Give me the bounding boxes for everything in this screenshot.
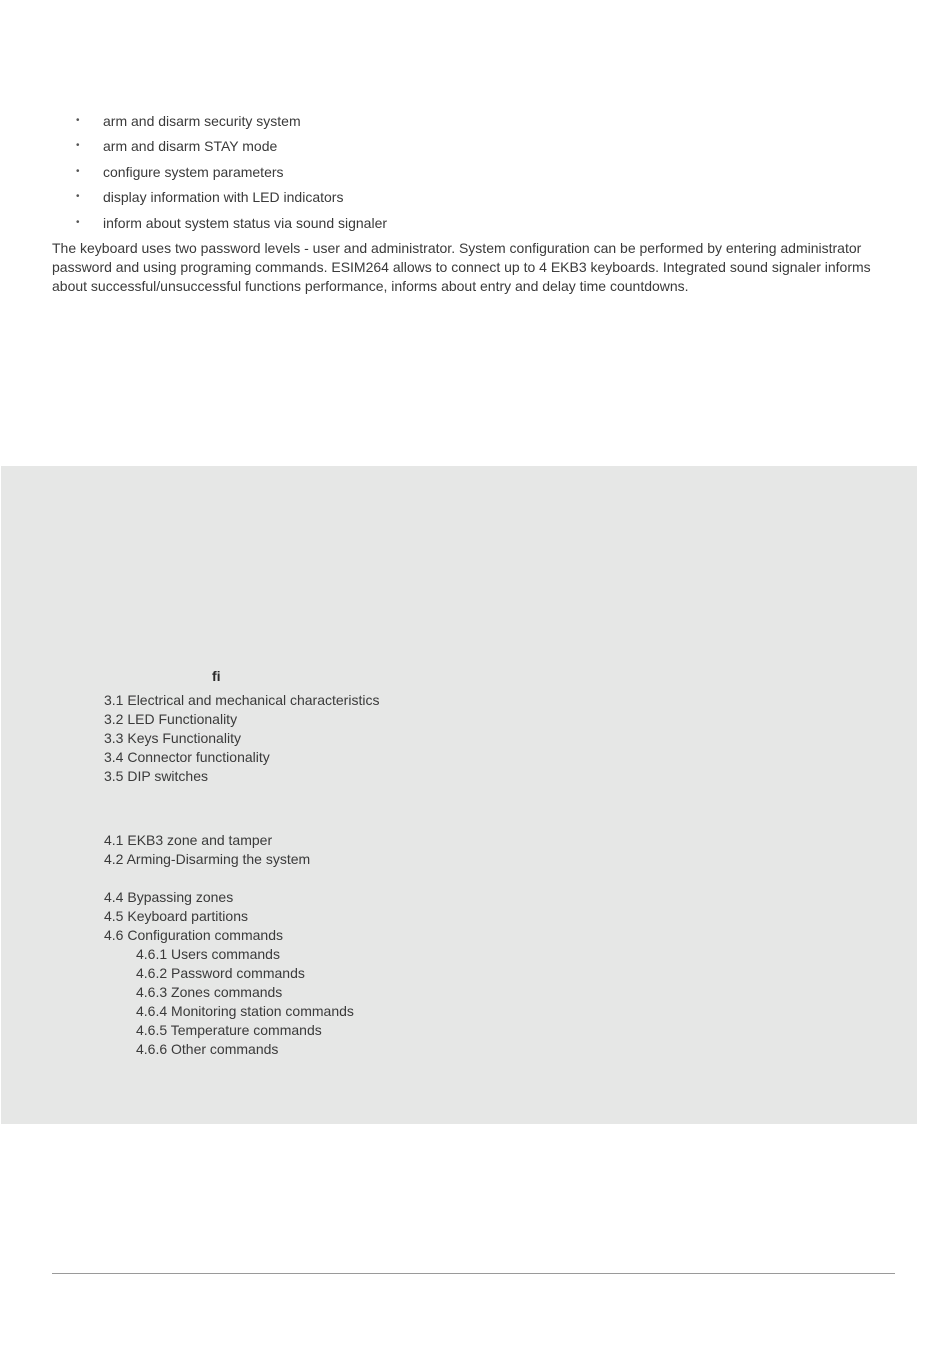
description-paragraph: The keyboard uses two password levels - user and administrator. System configuration can be performed by entering administrator password and using programing commands. ESIM264 allows to connect up to 4 EKB3 keyboards. Integrated sound signaler informs about successful/unsuccessful functions performance, informs about entry and delay time countdowns. (52, 240, 871, 295)
bullet-icon: • (76, 191, 80, 203)
toc-subentry[interactable]: 4.6.3 Zones commands (136, 984, 283, 1000)
feature-item (0, 212, 950, 237)
bullet-icon: • (76, 165, 80, 177)
toc-entry[interactable]: 4.2 Arming-Disarming the system (104, 851, 311, 867)
toc-subentry[interactable]: 4.6.6 Other commands (136, 1041, 279, 1057)
feature-item (0, 186, 950, 211)
fi-ligature-glyph: ﬁ (212, 668, 221, 684)
toc-entry[interactable]: 3.2 LED Functionality (104, 711, 238, 727)
feature-item (0, 161, 950, 186)
feature-item (0, 135, 950, 160)
bullet-icon: • (76, 216, 80, 228)
bullet-icon: • (76, 140, 80, 152)
feature-text: display information with LED indicators (103, 189, 344, 206)
feature-item (0, 110, 950, 135)
toc-entry[interactable]: 3.5 DIP switches (104, 768, 209, 784)
toc-subentry[interactable]: 4.6.2 Password commands (136, 965, 305, 981)
toc-section-3 (104, 691, 379, 786)
bullet-icon: • (76, 115, 80, 126)
toc-entry[interactable]: 3.3 Keys Functionality (104, 730, 241, 746)
feature-list (0, 110, 950, 237)
footer-divider (52, 1273, 895, 1274)
toc-entry[interactable]: 4.1 EKB3 zone and tamper (104, 832, 273, 848)
feature-text: configure system parameters (103, 163, 284, 180)
toc-entry[interactable]: 3.1 Electrical and mechanical characteristics (104, 692, 380, 708)
toc-subentry[interactable]: 4.6.5 Temperature commands (136, 1022, 322, 1038)
toc-section-4-part-2 (104, 888, 354, 1059)
feature-text: arm and disarm security system (103, 113, 301, 129)
toc-entry[interactable]: 4.4 Bypassing zones (104, 889, 234, 905)
toc-entry[interactable]: 4.5 Keyboard partitions (104, 908, 248, 924)
toc-entry[interactable]: 4.6 Configuration commands (104, 927, 283, 943)
toc-subentry[interactable]: 4.6.1 Users commands (136, 946, 280, 962)
toc-section-4-part-1 (104, 831, 310, 869)
feature-text: inform about system status via sound signaler (103, 214, 388, 231)
toc-entry[interactable]: 3.4 Connector functionality (104, 749, 270, 765)
feature-text: arm and disarm STAY mode (103, 138, 278, 155)
toc-subentry[interactable]: 4.6.4 Monitoring station commands (136, 1003, 354, 1019)
